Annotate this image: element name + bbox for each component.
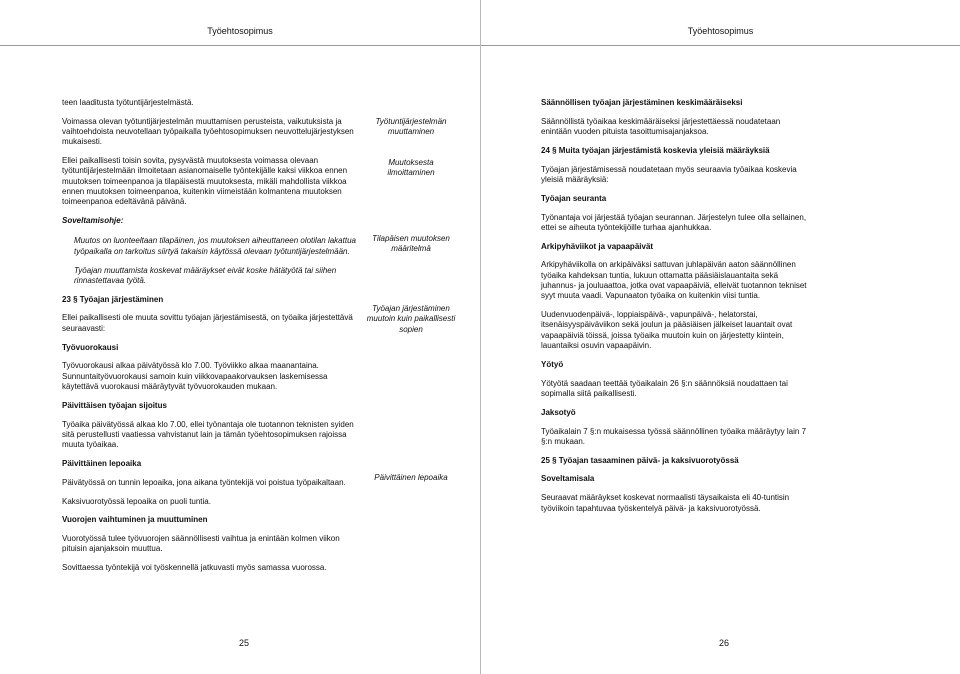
paragraph: Yötyötä saadaan teettää työaikalain 26 §:n säännöksiä noudattaen tai sopimalla siitä paikallisesti. (541, 378, 788, 398)
paragraph: Sovittaessa työntekijä voi työskennellä jatkuvasti myös samassa vuorossa. (62, 563, 327, 573)
page-header: Työehtosopimus (207, 26, 273, 36)
right-page (481, 0, 960, 674)
margin-note: Tilapäisen muutoksen määritelmä (372, 234, 450, 254)
header-rule (0, 45, 480, 46)
subheading: Säännöllisen työajan järjestäminen keskimääräiseksi (541, 98, 743, 107)
paragraph: Työajan järjestämisessä noudatetaan myös seuraavia työaikaa koskevia yleisiä määräyksiä: (541, 164, 797, 184)
section-heading: 23 § Työajan järjestäminen (62, 294, 164, 304)
subheading: Yötyö (541, 359, 564, 369)
page-header: Työehtosopimus (687, 26, 754, 36)
paragraph: Vuorotyössä tulee työvuorojen säännöllisesti vaihtua ja enintään kolmen viikon pituisin ajanjaksoin muuttua. (62, 534, 340, 554)
guide-paragraph: Muutos on luonteeltaan tilapäinen, jos muutoksen aiheuttaneen olotilan lakattua työpaikalla on tarkoitus siirtyä takaisin käytössä olevaan työtuntijärjestelmään. (74, 236, 356, 256)
header-rule (481, 45, 960, 46)
section-heading: 25 § Työajan tasaaminen päivä- ja kaksivuorotyössä (541, 455, 739, 465)
paragraph: Seuraavat määräykset koskevat normaalisti täysaikaista eli 40-tuntisin työviikoin tapahtuvaa työskentelyä päivä- ja kaksivuorotyössä. (541, 493, 790, 513)
paragraph: Kaksivuorotyössä lepoaika on puoli tuntia. (62, 496, 211, 506)
guide-paragraph: Työajan muuttamista koskevat määräykset eivät koske hätätyötä tai siihen rinnastettavaa työtä. (74, 265, 337, 285)
subheading: Päivittäinen lepoaika (62, 458, 142, 468)
page-number: 26 (719, 638, 730, 648)
margin-note: Muutoksesta ilmoittaminen (387, 158, 435, 178)
paragraph: Työnantaja voi järjestää työajan seurannan. Järjestelyn tulee olla sellainen, ettei se aiheuta työntekijöille turhaa ajanhukkaa. (541, 212, 807, 232)
paragraph: Työaika päivätyössä alkaa klo 7.00, ellei työnantaja ole tuotannon teknisten syiden sitä perustellusti vaatiessa vahvistanut lain ja tämän työehtosopimuksen rajoissa muuta työaikaa. (62, 419, 354, 450)
paragraph: Ellei paikallisesti toisin sovita, pysyvästä muutoksesta voimassa olevaan työtuntijärjestelmään ilmoitetaan asianomaiselle työntekijälle kaksi viikkoa ennen muutoksen toimeenpanoa ja tilapäisestä muutoksesta, mikäli mahdollista viikkoa ennen muutoksen toimeenpanoa, kuitenkin viimeistään kolmantena muutoksen toimeenpanoa edeltävänä päivänä. (62, 156, 348, 207)
section-heading: 24 § Muita työajan järjestämistä koskevia yleisiä määräyksiä (541, 145, 770, 155)
paragraph: Uudenvuodenpäivä-, loppiaispäivä-, vapunpäivä-, helatorstai, itsenäisyyspäiväviikon sekä joulun ja pääsiäisen jälkeiset lauantait ovat vapaapäiviä töissä, joissa työaika muutoin kuin on järjestetty kiintein, lauantaiksi osuvin vapaapäivin. (541, 310, 793, 351)
margin-note: Työajan järjestäminen muutoin kuin paikallisesti sopien (366, 304, 456, 334)
paragraph: Arkipyhäviikolla on arkipäiväksi sattuvan juhlapäivän aaton säännöllinen työaika kahdeksan tuntia, lukuun ottamatta pääsiäislauantaita sekä juhannus- ja jouluaattoa, jotka ovat vapaapäiviä, elleivät tuotannon tekniset syyt muuta vaadi. Vapunaaton työaika on kuitenkin viisi tuntia. (541, 260, 807, 301)
page-number: 25 (239, 638, 250, 648)
main-column (62, 98, 362, 582)
main-column (541, 98, 813, 522)
margin-note: Työtuntijärjestelmän muuttaminen (375, 117, 447, 137)
subheading: Soveltamisala (541, 474, 595, 484)
subheading: Työajan seuranta (541, 193, 607, 203)
subheading: Jaksotyö (541, 407, 576, 417)
paragraph: Työaikalain 7 §:n mukaisessa työssä säännöllinen työaika määräytyy lain 7 §:n mukaan. (541, 426, 807, 446)
paragraph: teen laaditusta työtuntijärjestelmästä. (62, 98, 194, 107)
margin-note: Päivittäinen lepoaika (374, 473, 448, 482)
paragraph: Säännöllistä työaikaa keskimääräiseksi järjestettäessä noudatetaan enintään vuoden pituista tasoittumisajanjaksoa. (541, 116, 781, 137)
paragraph: Voimassa olevan työtuntijärjestelmän muuttamisen perusteista, vaikutuksista ja vaihtoehdoista neuvotellaan työpaikalla työehtosopimuksen neuvottelujärjestyksen mukaisesti. (62, 116, 354, 147)
paragraph: Ellei paikallisesti ole muuta sovittu työajan järjestämisestä, on työaika järjestettävä seuraavasti: (62, 313, 353, 333)
subheading: Arkipyhäviikot ja vapaapäivät (541, 241, 654, 251)
paragraph: Työvuorokausi alkaa päivätyössä klo 7.00. Työviikko alkaa maanantaina. Sunnuntaityövuorokausi samoin kuin viikkovapaakorvauksen laskemisessa käytettävä vuorokausi määräytyvät työvuorokauden mukaan. (62, 361, 328, 391)
paragraph: Päivätyössä on tunnin lepoaika, jona aikana työntekijä voi poistua työpaikaltaan. (62, 477, 346, 487)
subheading: Päivittäisen työajan sijoitus (62, 400, 167, 410)
subheading: Vuorojen vaihtuminen ja muuttuminen (62, 515, 208, 525)
subheading: Työvuorokausi (62, 342, 119, 352)
application-guide-heading: Soveltamisohje: (62, 216, 124, 226)
